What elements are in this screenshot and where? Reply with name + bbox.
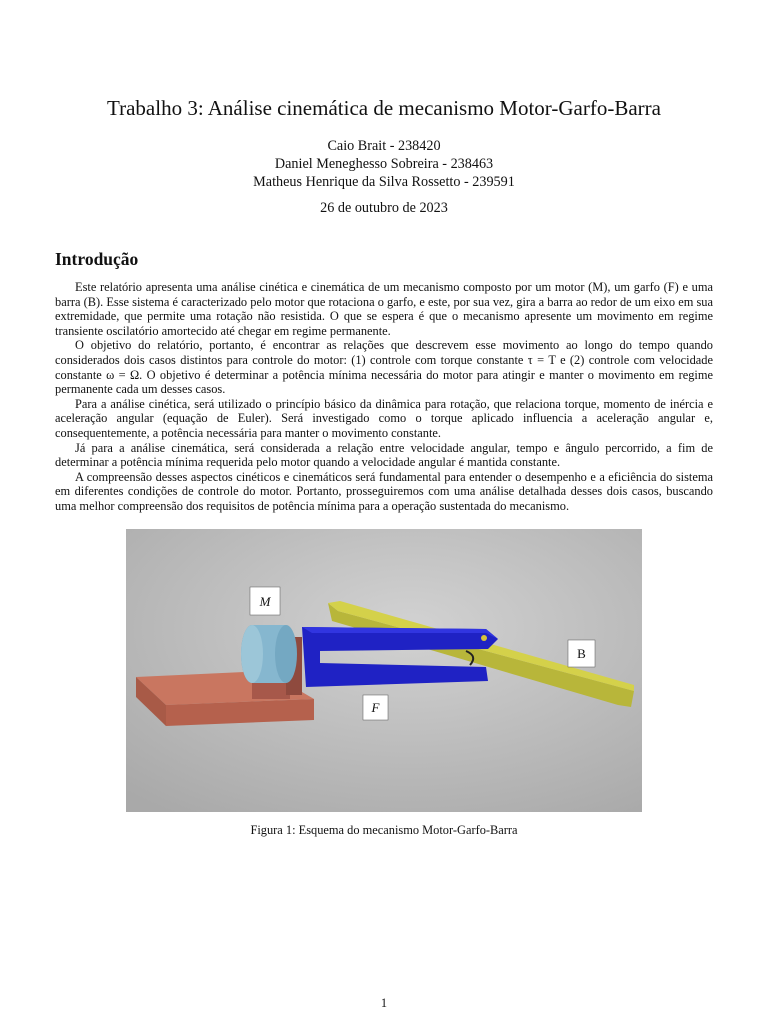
label-F-box bbox=[363, 695, 388, 720]
paragraph-2: O objetivo do relatório, portanto, é encontrar as relações que descrevem esse movimento ao longo do tempo quando considerados dois casos distintos para controle do motor: (1) controle com torque constante τ = T e (2) controle com velocidade constante ω = Ω. O objetivo é determinar a potência mínima necessária do motor para atingir e manter o movimento em regime permanente cada um desses casos. bbox=[55, 338, 713, 397]
author-3: Matheus Henrique da Silva Rossetto - 239591 bbox=[253, 174, 515, 190]
label-M: M bbox=[259, 594, 271, 609]
introduction-body bbox=[55, 280, 713, 514]
paragraph-4: Já para a análise cinemática, será considerada a relação entre velocidade angular, tempo e ângulo percorrido, a fim de determinar a potência mínima requerida pelo motor quando a velocidade angular é mantida constante. bbox=[55, 440, 713, 470]
author-2: Daniel Meneghesso Sobreira - 238463 bbox=[274, 156, 494, 172]
label-B-box bbox=[568, 640, 595, 667]
label-F: F bbox=[371, 700, 380, 715]
section-heading-introducao: Introdução bbox=[55, 249, 139, 269]
paragraph-5: A compreensão desses aspectos cinéticos e cinemáticos será fundamental para entender o desempenho e a eficiência do sistema em diferentes condições de controle do motor. Portanto, prosseguiremos com uma análise detalhada desses dois casos, buscando uma melhor compreensão dos requisitos de potência mínima para a operação sustentada do mecanismo. bbox=[55, 469, 713, 513]
label-M-box bbox=[250, 587, 280, 615]
paragraph-1: Este relatório apresenta uma análise cinética e cinemática de um mecanismo composto por um motor (M), um garfo (F) e uma barra (B). Esse sistema é caracterizado pelo motor que rotaciona o garfo, e este, por sua vez, gira a barra ao redor de um eixo em sua extremidade, que permite uma rotação não resistida. O que se espera é que o mecanismo apresente um movimento em regime transiente oscilatório amortecido até chegar em regime permanente. bbox=[55, 280, 713, 338]
motor-cylinder bbox=[241, 625, 297, 683]
mechanism-render bbox=[126, 529, 642, 812]
paper-title: Trabalho 3: Análise cinemática de mecanismo Motor-Garfo-Barra bbox=[107, 96, 661, 120]
mechanism-figure bbox=[126, 529, 642, 812]
paragraph-3: Para a análise cinética, será utilizado o princípio básico da dinâmica para rotação, que relaciona torque, momento de inércia e aceleração angular (equação de Euler). Será investigado como o torque aplicado influencia a aceleração angular e, consequentemente, a potência necessária para manter o movimento constante. bbox=[55, 396, 713, 440]
page-number: 1 bbox=[380, 996, 388, 1010]
paper-date: 26 de outubro de 2023 bbox=[320, 200, 448, 216]
label-B: B bbox=[577, 646, 586, 661]
author-1: Caio Brait - 238420 bbox=[327, 138, 441, 154]
author-list bbox=[0, 137, 768, 191]
figure-caption: Figura 1: Esquema do mecanismo Motor-Garfo-Barra bbox=[250, 823, 518, 837]
